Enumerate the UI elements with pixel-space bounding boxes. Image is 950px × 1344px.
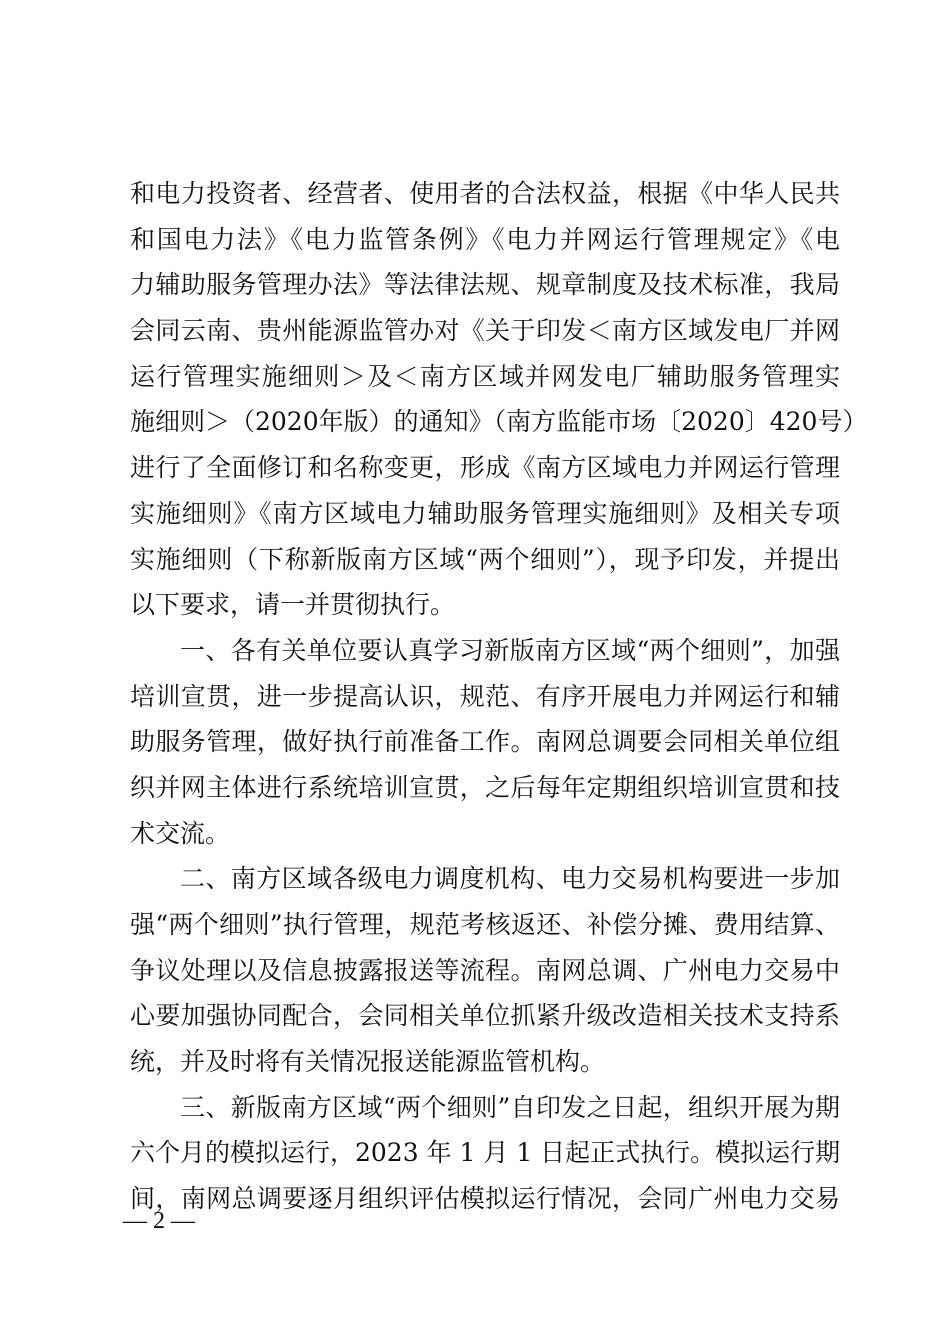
text-line: 六个月的模拟运行，2023 年 1 月 1 日起正式执行。模拟运行期	[130, 1138, 841, 1168]
text-line: 统，并及时将有关情况报送能源监管机构。	[130, 1047, 606, 1077]
text-line: 实施细则》《南方区域电力辅助服务管理实施细则》及相关专项	[130, 498, 840, 528]
page-number: — 2 —	[123, 1208, 195, 1234]
paragraph-1-start: 一、各有关单位要认真学习新版南方区域“两个细则”，加强	[180, 635, 840, 665]
text-line: 和电力投资者、经营者、使用者的合法权益，根据《中华人民共	[130, 179, 840, 208]
text-line: 力辅助服务管理办法》等法律法规、规章制度及技术标准，我局	[130, 270, 840, 300]
text-line: 心要加强协同配合，会同相关单位抓紧升级改造相关技术支持系	[130, 1001, 840, 1031]
paragraph-2-start: 二、南方区域各级电力调度机构、电力交易机构要进一步加	[180, 864, 840, 894]
text-line: 施细则＞（2020年版）的通知》（南方监能市场〔2020〕420号）	[130, 407, 868, 437]
text-line: 培训宣贯，进一步提高认识，规范、有序开展电力并网运行和辅	[130, 681, 840, 711]
text-line: 争议处理以及信息披露报送等流程。南网总调、广州电力交易中	[130, 955, 840, 985]
document-body	[130, 171, 868, 1222]
text-line: 助服务管理，做好执行前准备工作。南网总调要会同相关单位组	[130, 727, 840, 757]
text-line: 进行了全面修订和名称变更，形成《南方区域电力并网运行管理	[130, 453, 840, 483]
text-line: 织并网主体进行系统培训宣贯，之后每年定期组织培训宣贯和技	[130, 772, 840, 802]
text-line: 强“两个细则”执行管理，规范考核返还、补偿分摊、费用结算、	[130, 910, 840, 939]
text-line: 间，南网总调要逐月组织评估模拟运行情况，会同广州电力交易	[130, 1184, 840, 1214]
text-line: 和国电力法》《电力监管条例》《电力并网运行管理规定》《电	[130, 224, 840, 254]
text-line: 运行管理实施细则＞及＜南方区域并网发电厂辅助服务管理实	[130, 361, 840, 391]
text-line: 以下要求，请一并贯彻执行。	[130, 590, 456, 620]
text-line: 术交流。	[130, 818, 231, 848]
text-line: 实施细则（下称新版南方区域“两个细则”），现予印发，并提出	[130, 544, 840, 574]
text-line: 会同云南、贵州能源监管办对《关于印发＜南方区域发电厂并网	[130, 316, 840, 346]
paragraph-3-start: 三、新版南方区域“两个细则”自印发之日起，组织开展为期	[180, 1092, 840, 1122]
